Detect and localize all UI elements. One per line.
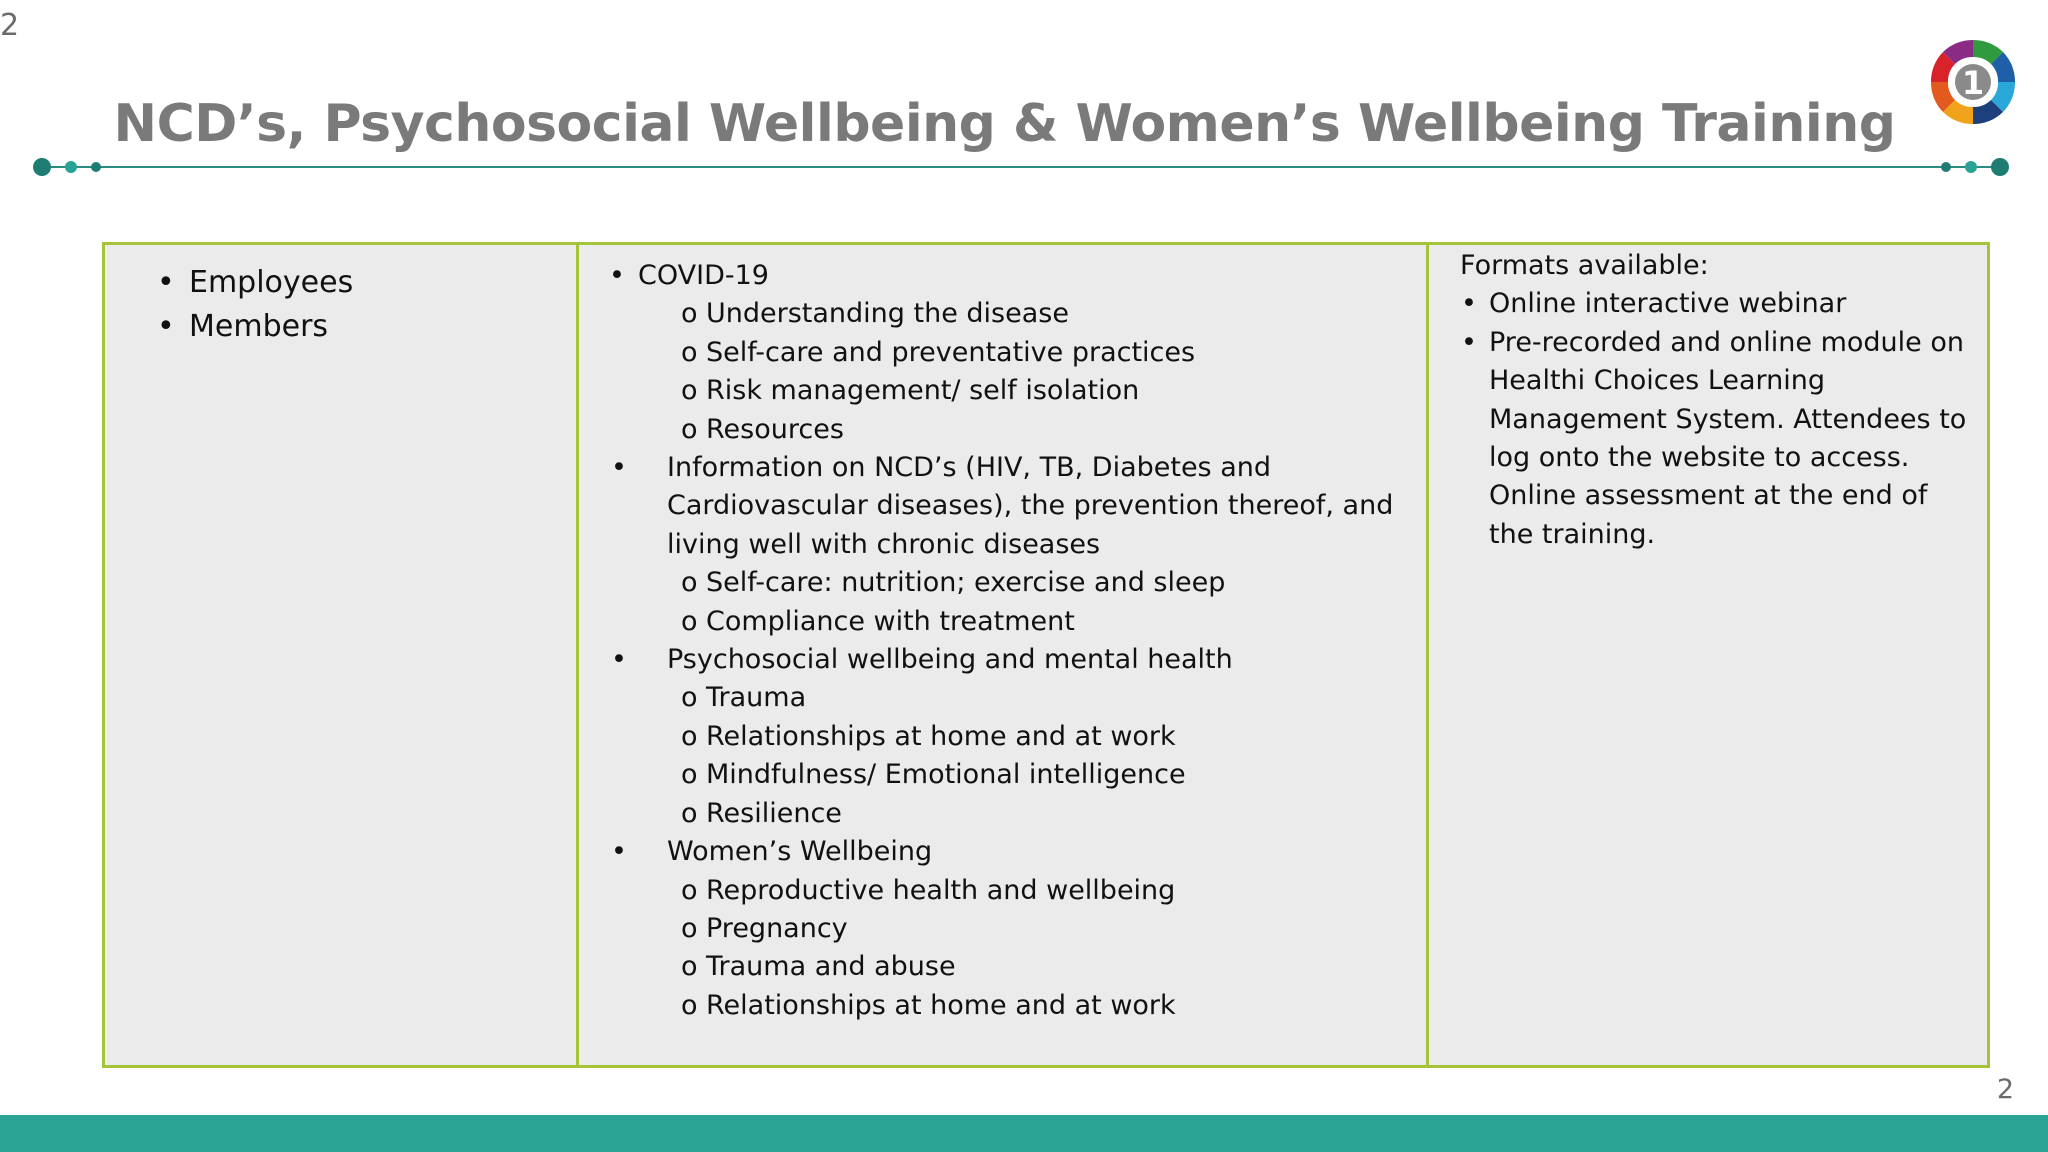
slide-title: NCD’s, Psychosocial Wellbeing & Women’s Wellbeing Training [113, 94, 1896, 154]
subtopic-item: o Relationships at home and at work [587, 987, 1426, 1025]
footer-bar [0, 1115, 2048, 1152]
subtopic-item: o Trauma and abuse [587, 948, 1426, 986]
subtopic-item: o Risk management/ self isolation [587, 372, 1426, 410]
subtopic-item: o Self-care: nutrition; exercise and sleep [587, 564, 1426, 602]
subtopic-item: o Pregnancy [587, 910, 1426, 948]
formats-list [1437, 285, 1987, 554]
subtopic-item: o Compliance with treatment [587, 603, 1426, 641]
bullet: • [611, 452, 627, 484]
formats-column [1426, 245, 1987, 1065]
bullet: • [611, 836, 627, 868]
format-item: • Online interactive webinar [1437, 285, 1987, 323]
logo-number: 1 [1961, 64, 1985, 102]
subtopic-item: o Understanding the disease [587, 295, 1426, 333]
audience-column [105, 245, 576, 1065]
bullet: • [609, 260, 625, 291]
subtopic-item: o Reproductive health and wellbeing [587, 872, 1426, 910]
topic-item [587, 449, 1426, 564]
topics-list [587, 245, 1426, 1025]
topic-label: COVID-19 [638, 260, 769, 291]
formats-heading: Formats available: [1460, 250, 1709, 281]
topics-column [576, 245, 1426, 1065]
topic-label: Psychosocial wellbeing and mental health [667, 644, 1233, 676]
subtopic-item: o Relationships at home and at work [587, 718, 1426, 756]
page-number-bottom: 2 [1996, 1074, 2014, 1105]
subtopic-item: o Trauma [587, 679, 1426, 717]
topic-label: Women’s Wellbeing [667, 836, 933, 868]
company-logo-icon [1925, 34, 2021, 130]
topic-item [587, 641, 1426, 679]
subtopic-item: o Self-care and preventative practices [587, 334, 1426, 372]
subtopic-item: o Resilience [587, 795, 1426, 833]
topic-item [587, 833, 1426, 871]
subtopic-item: o Resources [587, 411, 1426, 449]
bullet: • [611, 644, 627, 676]
audience-item: • Members [113, 305, 576, 349]
topic-label: Information on NCD’s (HIV, TB, Diabetes and Cardiovascular diseases), the prevention thereof, and living well with chronic diseases [667, 452, 1394, 560]
subtopic-item: o Mindfulness/ Emotional intelligence [587, 756, 1426, 794]
audience-list [113, 251, 576, 349]
topic-item [587, 257, 1426, 295]
page-number-top: 2 [0, 8, 20, 43]
title-divider [28, 152, 2014, 182]
format-item: • Pre-recorded and online module on Healthi Choices Learning Management System. Attendees to log onto the website to access. Online assessment at the end of the training. [1437, 324, 1987, 554]
training-table [102, 242, 1990, 1068]
audience-item: • Employees [113, 261, 576, 305]
